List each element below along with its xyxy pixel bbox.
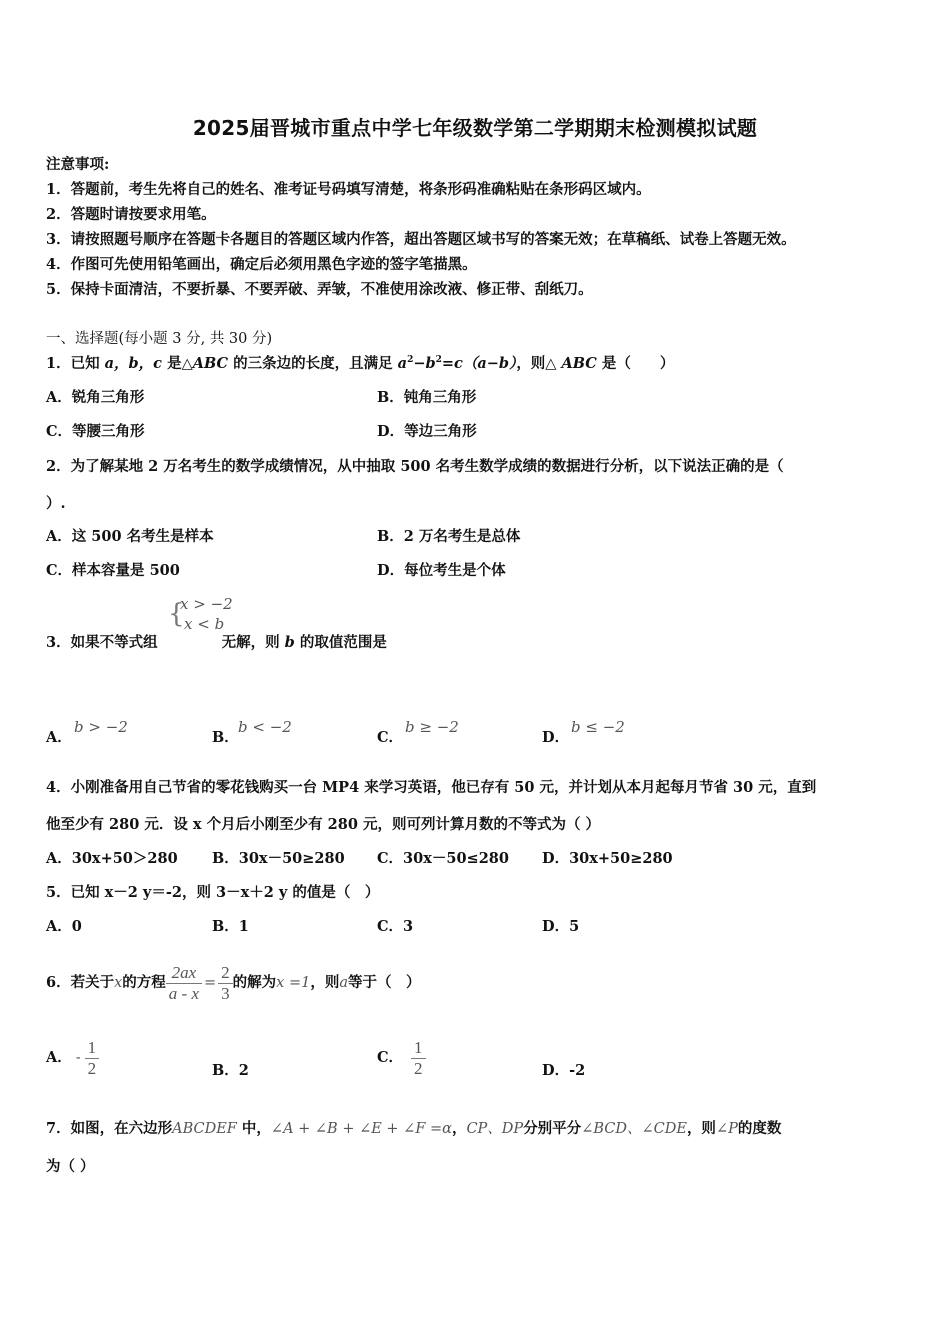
option-d[interactable]: D．每位考生是个体 <box>377 562 506 579</box>
question-4: 4．小刚准备用自己节省的零花钱购买一台 MP4 来学习英语，他已存有 50 元，并计划从本月起每月节省 30 元，直到 <box>46 779 817 796</box>
option-c[interactable]: C．等腰三角形 <box>46 423 145 440</box>
equation-left-fraction: $\frac{2ax}{a - x}$ <box>166 963 202 1004</box>
option-d[interactable]: D．等边三角形 <box>377 423 477 440</box>
option-a-fraction: $\frac{1}{2}$ <box>85 1038 100 1079</box>
option-c[interactable]: C．30x－50≤280 <box>377 850 509 867</box>
option-b[interactable]: B．2 万名考生是总体 <box>377 528 521 545</box>
inequality-1: x > −2 <box>180 595 233 613</box>
option-c[interactable]: C． <box>377 729 404 746</box>
notice-item: 4．作图可先使用铅笔画出，确定后必须用黑色字迹的签字笔描黑。 <box>46 256 477 273</box>
option-a[interactable]: A．锐角三角形 <box>46 389 145 406</box>
option-d[interactable]: D．-2 <box>542 1062 586 1079</box>
notice-item: 1．答题前，考生先将自己的姓名、准考证号码填写清楚，将条形码准确粘贴在条形码区域内。 <box>46 181 651 198</box>
option-b[interactable]: B．1 <box>212 918 249 935</box>
option-d[interactable]: D．5 <box>542 918 580 935</box>
option-b-math: b < −2 <box>238 718 292 736</box>
question-7-cont: 为（ ） <box>46 1158 95 1175</box>
option-d[interactable]: D． <box>542 729 570 746</box>
option-c-math: b ≥ −2 <box>405 718 459 736</box>
question-2-cont: ）. <box>46 495 66 512</box>
left-brace: { <box>168 599 185 629</box>
option-a[interactable]: A．30x+50＞280 <box>46 850 178 867</box>
equation-right-fraction: $\frac{2}{3}$ <box>218 963 233 1004</box>
option-c-fraction: $\frac{1}{2}$ <box>411 1038 426 1079</box>
question-2: 2．为了解某地 2 万名考生的数学成绩情况，从中抽取 500 名考生数学成绩的数据进行分析，以下说法正确的是（ <box>46 458 784 475</box>
question-6: 6．若关于x的方程 $\frac{2ax}{a - x}$ = $\frac{2}{3}$ 的解为x =1，则a等于（ ） <box>46 962 421 1003</box>
inequality-2: x < b <box>184 615 225 633</box>
notice-heading: 注意事项: <box>46 156 110 173</box>
inequality-system <box>168 594 233 634</box>
section-heading: 一、选择题(每小题 3 分, 共 30 分) <box>46 331 273 347</box>
option-a-math: b > −2 <box>74 718 128 736</box>
question-3: 3．如果不等式组 无解，则 b 的取值范围是 <box>46 634 387 651</box>
option-d[interactable]: D．30x+50≥280 <box>542 850 673 867</box>
question-4-cont: 他至少有 280 元．设 x 个月后小刚至少有 280 元，则可列计算月数的不等式为（ ） <box>46 816 601 833</box>
option-c[interactable]: C． $\frac{1}{2}$ <box>377 1036 426 1080</box>
notice-item: 5．保持卡面清洁，不要折暴、不要弄破、弄皱，不准使用涂改液、修正带、刮纸刀。 <box>46 281 593 298</box>
notice-item: 3．请按照题号顺序在答题卡各题目的答题区域内作答，超出答题区域书写的答案无效；在草稿纸、试卷上答题无效。 <box>46 231 796 248</box>
question-7: 7．如图，在六边形ABCDEF 中，∠A + ∠B + ∠E + ∠F =α，CP、DP分别平分∠BCD、∠CDE，则∠P的度数 <box>46 1120 782 1137</box>
question-1: 1．已知 a，b，c 是△ABC 的三条边的长度，且满足 $a^2-b^2=c(a-b)$，则△ ABC 是（ ） <box>46 355 675 372</box>
option-a[interactable]: A．这 500 名考生是样本 <box>46 528 214 545</box>
option-d-math: b ≤ −2 <box>571 718 625 736</box>
option-c[interactable]: C．3 <box>377 918 414 935</box>
option-a[interactable]: A． - $\frac{1}{2}$ <box>46 1036 99 1080</box>
option-b[interactable]: B． <box>212 729 239 746</box>
option-c[interactable]: C．样本容量是 500 <box>46 562 180 579</box>
question-5: 5．已知 x－2 y＝-2，则 3－x＋2 y 的值是（ ） <box>46 884 380 901</box>
option-b[interactable]: B．2 <box>212 1062 249 1079</box>
option-a[interactable]: A．0 <box>46 918 82 935</box>
option-a[interactable]: A． <box>46 729 72 746</box>
notice-item: 2．答题时请按要求用笔。 <box>46 206 216 223</box>
option-b[interactable]: B．30x－50≥280 <box>212 850 345 867</box>
option-b[interactable]: B．钝角三角形 <box>377 389 477 406</box>
page-title: 2025届晋城市重点中学七年级数学第二学期期末检测模拟试题 <box>192 116 758 140</box>
